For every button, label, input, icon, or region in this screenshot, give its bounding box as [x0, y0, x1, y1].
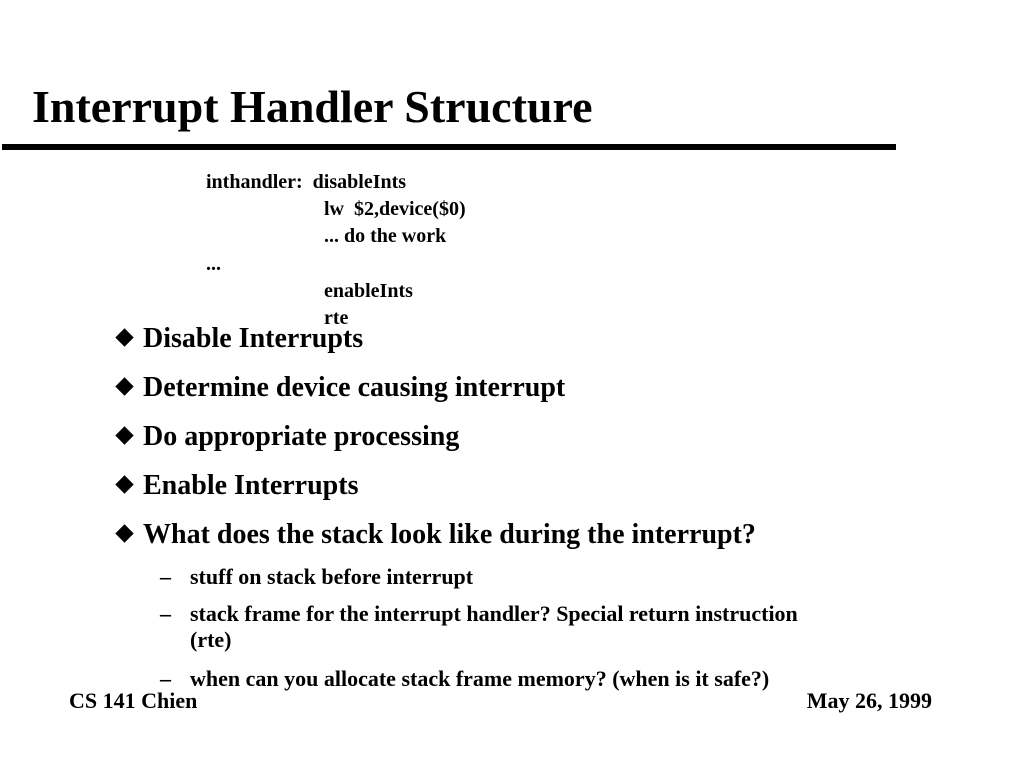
- footer-right: May 26, 1999: [806, 688, 932, 713]
- bullet-item: [114, 518, 756, 552]
- code-line: rte: [324, 307, 349, 329]
- code-line: ... do the work: [324, 225, 447, 247]
- bullet-item: [114, 469, 358, 503]
- sub-bullet-text: when can you allocate stack frame memory? (when is it safe?): [190, 666, 770, 691]
- sub-bullet-item: [160, 601, 830, 653]
- sub-bullet-text: stuff on stack before interrupt: [190, 564, 474, 589]
- code-line: ...: [206, 253, 221, 275]
- title-rule: [2, 144, 896, 150]
- sub-bullet-item: [160, 564, 830, 590]
- bullet-text: Disable Interrupts: [143, 323, 364, 354]
- dash-bullet: –: [160, 666, 171, 691]
- diamond-bullet-icon: [115, 524, 133, 542]
- sub-bullet-item: [160, 666, 830, 692]
- bullet-text: Determine device causing interrupt: [143, 372, 566, 403]
- dash-bullet: –: [160, 601, 171, 626]
- code-line: enableInts: [324, 280, 413, 302]
- footer-left: CS 141 Chien: [69, 688, 198, 713]
- slide-title: Interrupt Handler Structure: [32, 81, 593, 132]
- diamond-bullet-icon: [115, 475, 133, 493]
- bullet-item: [114, 322, 363, 356]
- code-line: inthandler: disableInts: [206, 171, 407, 193]
- dash-bullet: –: [160, 564, 171, 589]
- bullet-item: [114, 371, 565, 405]
- bullet-item: [114, 420, 459, 454]
- code-line: lw $2,device($0): [324, 198, 466, 220]
- bullet-text: Enable Interrupts: [143, 470, 359, 501]
- bullet-text: Do appropriate processing: [143, 421, 460, 452]
- bullet-text: What does the stack look like during the interrupt?: [143, 519, 756, 550]
- diamond-bullet-icon: [115, 377, 133, 395]
- diamond-bullet-icon: [115, 426, 133, 444]
- sub-bullet-text: stack frame for the interrupt handler? Special return instruction (rte): [190, 601, 798, 652]
- diamond-bullet-icon: [115, 328, 133, 346]
